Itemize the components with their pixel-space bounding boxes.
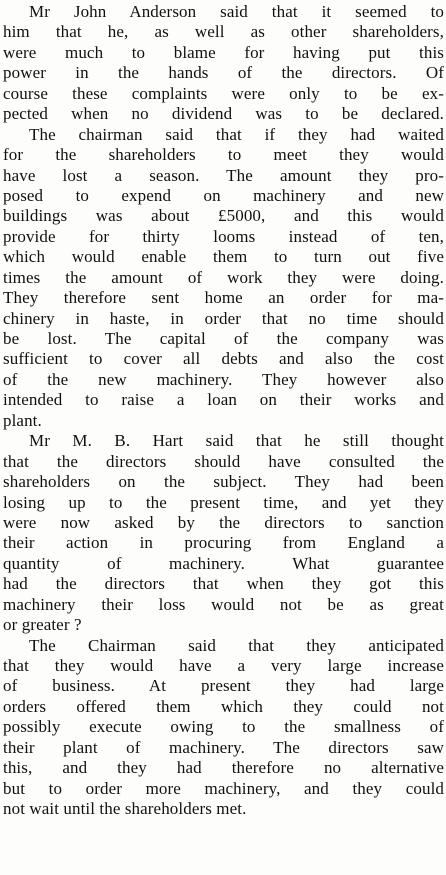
text-line: their action in procuring from England a [3,533,444,553]
text-line: possibly execute owing to the smallness of [3,717,444,737]
text-line: sufficient to cover all debts and also the cost [3,349,444,369]
text-line: of business. At present they had large [3,676,444,696]
text-line: plant. [3,410,42,430]
text-line: for the shareholders to meet they would [3,145,444,165]
paragraph-chairman-reply [3,125,444,432]
text-line: The chairman said that if they had waited [29,124,444,144]
text-line: of the new machinery. They however also [3,369,444,389]
text-line: were now asked by the directors to sanction [3,512,444,532]
text-line: intended to raise a loan on their works and [3,390,444,410]
text-line: machinery their loss would not be as great [3,594,444,614]
text-line: The Chairman said that they anticipated [29,635,444,655]
text-line: buildings was about £5000, and this would [3,206,444,226]
text-line: They therefore sent home an order for ma- [3,288,444,308]
text-line: him that he, as well as other shareholders, [3,22,444,42]
text-line: or greater ? [3,615,82,635]
text-line: have lost a season. The amount they pro- [3,165,444,185]
paragraph-hart [3,431,444,635]
text-line: that they would have a very large increase [3,656,444,675]
text-line: losing up to the present time, and yet they [3,492,444,512]
text-line: provide for thirty looms instead of ten, [3,226,444,246]
text-line: pected when no dividend was to be declared. [3,104,444,124]
paragraph-chairman-anticipated [3,636,444,820]
text-line: quantity of machinery. What guarantee [3,553,444,573]
text-line: course these complaints were only to be ex- [3,83,444,103]
text-line: orders offered them which they could not [3,696,444,716]
text-line: had the directors that when they got this [3,574,444,594]
text-line: their plant of machinery. The directors saw [3,737,444,757]
text-line: Mr John Anderson said that it seemed to [29,2,444,21]
text-line: were much to blame for having put this [3,42,444,62]
text-line: which would enable them to turn out five [3,247,444,267]
text-line: Mr M. B. Hart said that he still thought [29,431,444,451]
text-line: not wait until the shareholders met. [3,799,247,819]
text-line: this, and they had therefore no alternative [3,758,444,778]
paragraph-anderson [3,2,444,125]
text-line: chinery in haste, in order that no time should [3,308,444,328]
text-line: posed to expend on machinery and new [3,185,444,205]
text-line: shareholders on the subject. They had been [3,472,444,492]
text-line: but to order more machinery, and they could [3,778,444,798]
text-line: be lost. The capital of the company was [3,329,444,348]
text-line: that the directors should have consulted the [3,451,444,471]
text-line: power in the hands of the directors. Of [3,63,444,83]
text-line: times the amount of work they were doing. [3,267,444,287]
